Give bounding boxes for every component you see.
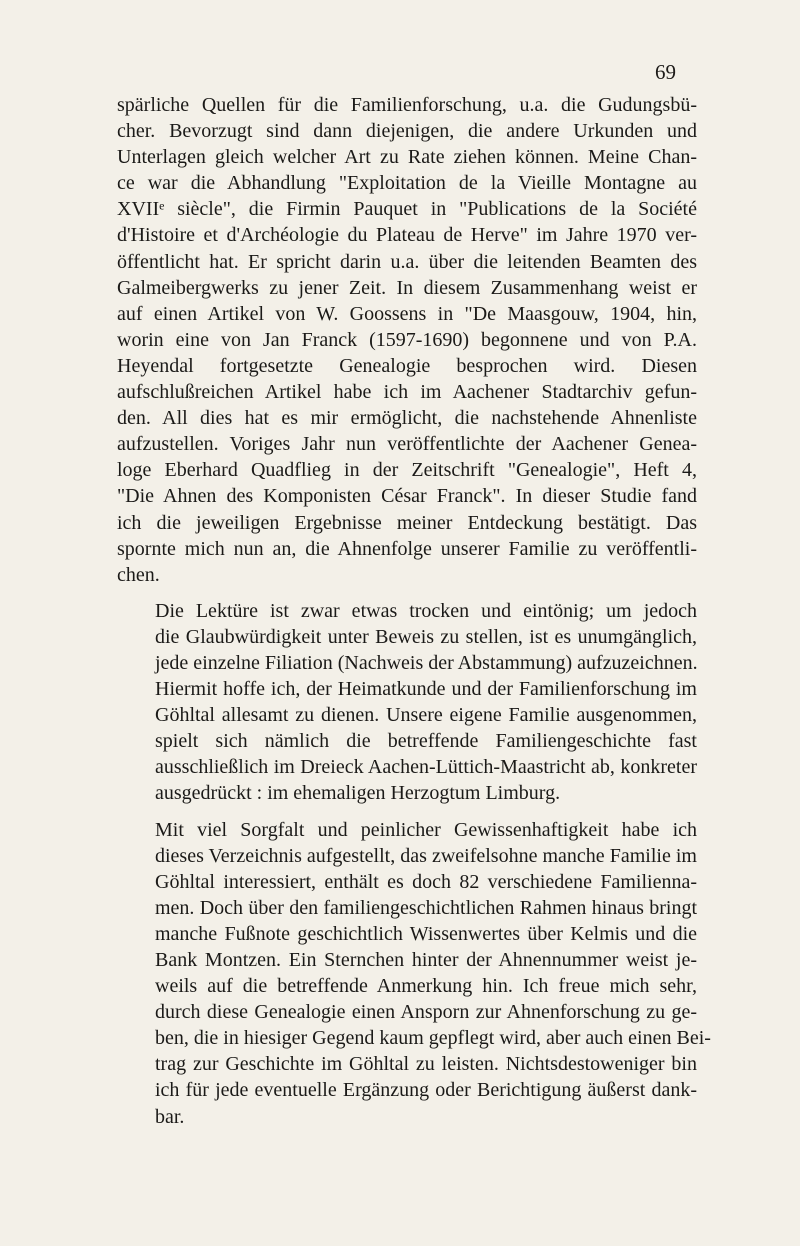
text-line: "Die Ahnen des Komponisten César Franck". In dieser Studie fand (117, 485, 697, 508)
text-line: loge Eberhard Quadflieg in der Zeitschrift "Genealogie", Heft 4, (117, 459, 697, 482)
text-line: den. All dies hat es mir ermöglicht, die nachstehende Ahnenliste (117, 407, 697, 430)
text-line: spornte mich nun an, die Ahnenfolge unserer Familie zu veröffentli- (117, 537, 697, 560)
text-line: manche Fußnote geschichtlich Wissenwertes über Kelmis und die (155, 922, 697, 945)
text-line: ich für jede eventuelle Ergänzung oder Berichtigung äußerst dank- (155, 1079, 697, 1102)
text-line: ausgedrückt : im ehemaligen Herzogtum Limburg. (155, 782, 561, 805)
text-line: auf einen Artikel von W. Goossens in "De Maasgouw, 1904, hin, (117, 302, 697, 325)
page-body (117, 92, 711, 1130)
text-line: ce war die Abhandlung "Exploitation de la Vieille Montagne au (117, 172, 697, 195)
text-line: Hiermit hoffe ich, der Heimatkunde und der Familienforschung im (155, 678, 697, 701)
text-line: durch diese Genealogie einen Ansporn zur Ahnenforschung zu ge- (155, 1001, 697, 1024)
text-line: Göhltal interessiert, enthält es doch 82 verschiedene Familienna- (155, 870, 697, 893)
text-line: Die Lektüre ist zwar etwas trocken und eintönig; um jedoch (155, 599, 697, 622)
text-line: ich die jeweiligen Ergebnisse meiner Entdeckung bestätigt. Das (117, 511, 697, 534)
text-line: Galmeibergwerks zu jener Zeit. In diesem Zusammenhang weist er (117, 276, 697, 299)
page-number: 69 (655, 60, 676, 84)
text-line: jede einzelne Filiation (Nachweis der Abstammung) aufzuzeichnen. (155, 651, 698, 674)
text-line: weils auf die betreffende Anmerkung hin. Ich freue mich sehr, (155, 975, 697, 998)
text-line: chen. (117, 563, 160, 586)
text-line: cher. Bevorzugt sind dann diejenigen, die andere Urkunden und (117, 120, 697, 143)
text-line: Bank Montzen. Ein Sternchen hinter der Ahnennummer weist je- (155, 949, 697, 971)
text-line: ausschließlich im Dreieck Aachen-Lüttich-Maastricht ab, konkreter (155, 756, 697, 779)
text-line: trag zur Geschichte im Göhltal zu leisten. Nichtsdestoweniger bin (155, 1053, 697, 1076)
text-line: men. Doch über den familiengeschichtlichen Rahmen hinaus bringt (155, 896, 697, 919)
text-line: Heyendal fortgesetzte Genealogie besprochen wird. Diesen (117, 354, 697, 377)
text-line: öffentlicht hat. Er spricht darin u.a. über die leitenden Beamten des (117, 250, 697, 273)
text-line: ben, die in hiesiger Gegend kaum gepflegt wird, aber auch einen Bei- (155, 1027, 711, 1050)
text-line: bar. (155, 1105, 185, 1128)
text-line: Unterlagen gleich welcher Art zu Rate ziehen können. Meine Chan- (117, 146, 697, 169)
text-line: Mit viel Sorgfalt und peinlicher Gewissenhaftigkeit habe ich (155, 818, 697, 841)
text-line: aufschlußreichen Artikel habe ich im Aachener Stadtarchiv gefun- (117, 381, 697, 404)
text-line: spärliche Quellen für die Familienforschung, u.a. die Gudungsbü- (117, 94, 697, 116)
text-line: XVIIᵉ siècle", die Firmin Pauquet in "Publications de la Société (117, 198, 697, 221)
text-line: d'Histoire et d'Archéologie du Plateau de Herve" im Jahre 1970 ver- (117, 224, 697, 247)
paragraph-3 (117, 817, 711, 1130)
text-line: worin eine von Jan Franck (1597-1690) begonnene und von P.A. (117, 328, 697, 351)
text-line: Göhltal allesamt zu dienen. Unsere eigene Familie ausgenommen, (155, 704, 697, 727)
paragraph-2 (117, 598, 697, 807)
text-line: dieses Verzeichnis aufgestellt, das zweifelsohne manche Familie im (155, 844, 697, 867)
text-line: aufzustellen. Voriges Jahr nun veröffentlichte der Aachener Genea- (117, 433, 697, 456)
paragraph-1 (117, 92, 697, 588)
text-line: die Glaubwürdigkeit unter Beweis zu stellen, ist es unumgänglich, (155, 625, 697, 648)
text-line: spielt sich nämlich die betreffende Familiengeschichte fast (155, 730, 697, 753)
